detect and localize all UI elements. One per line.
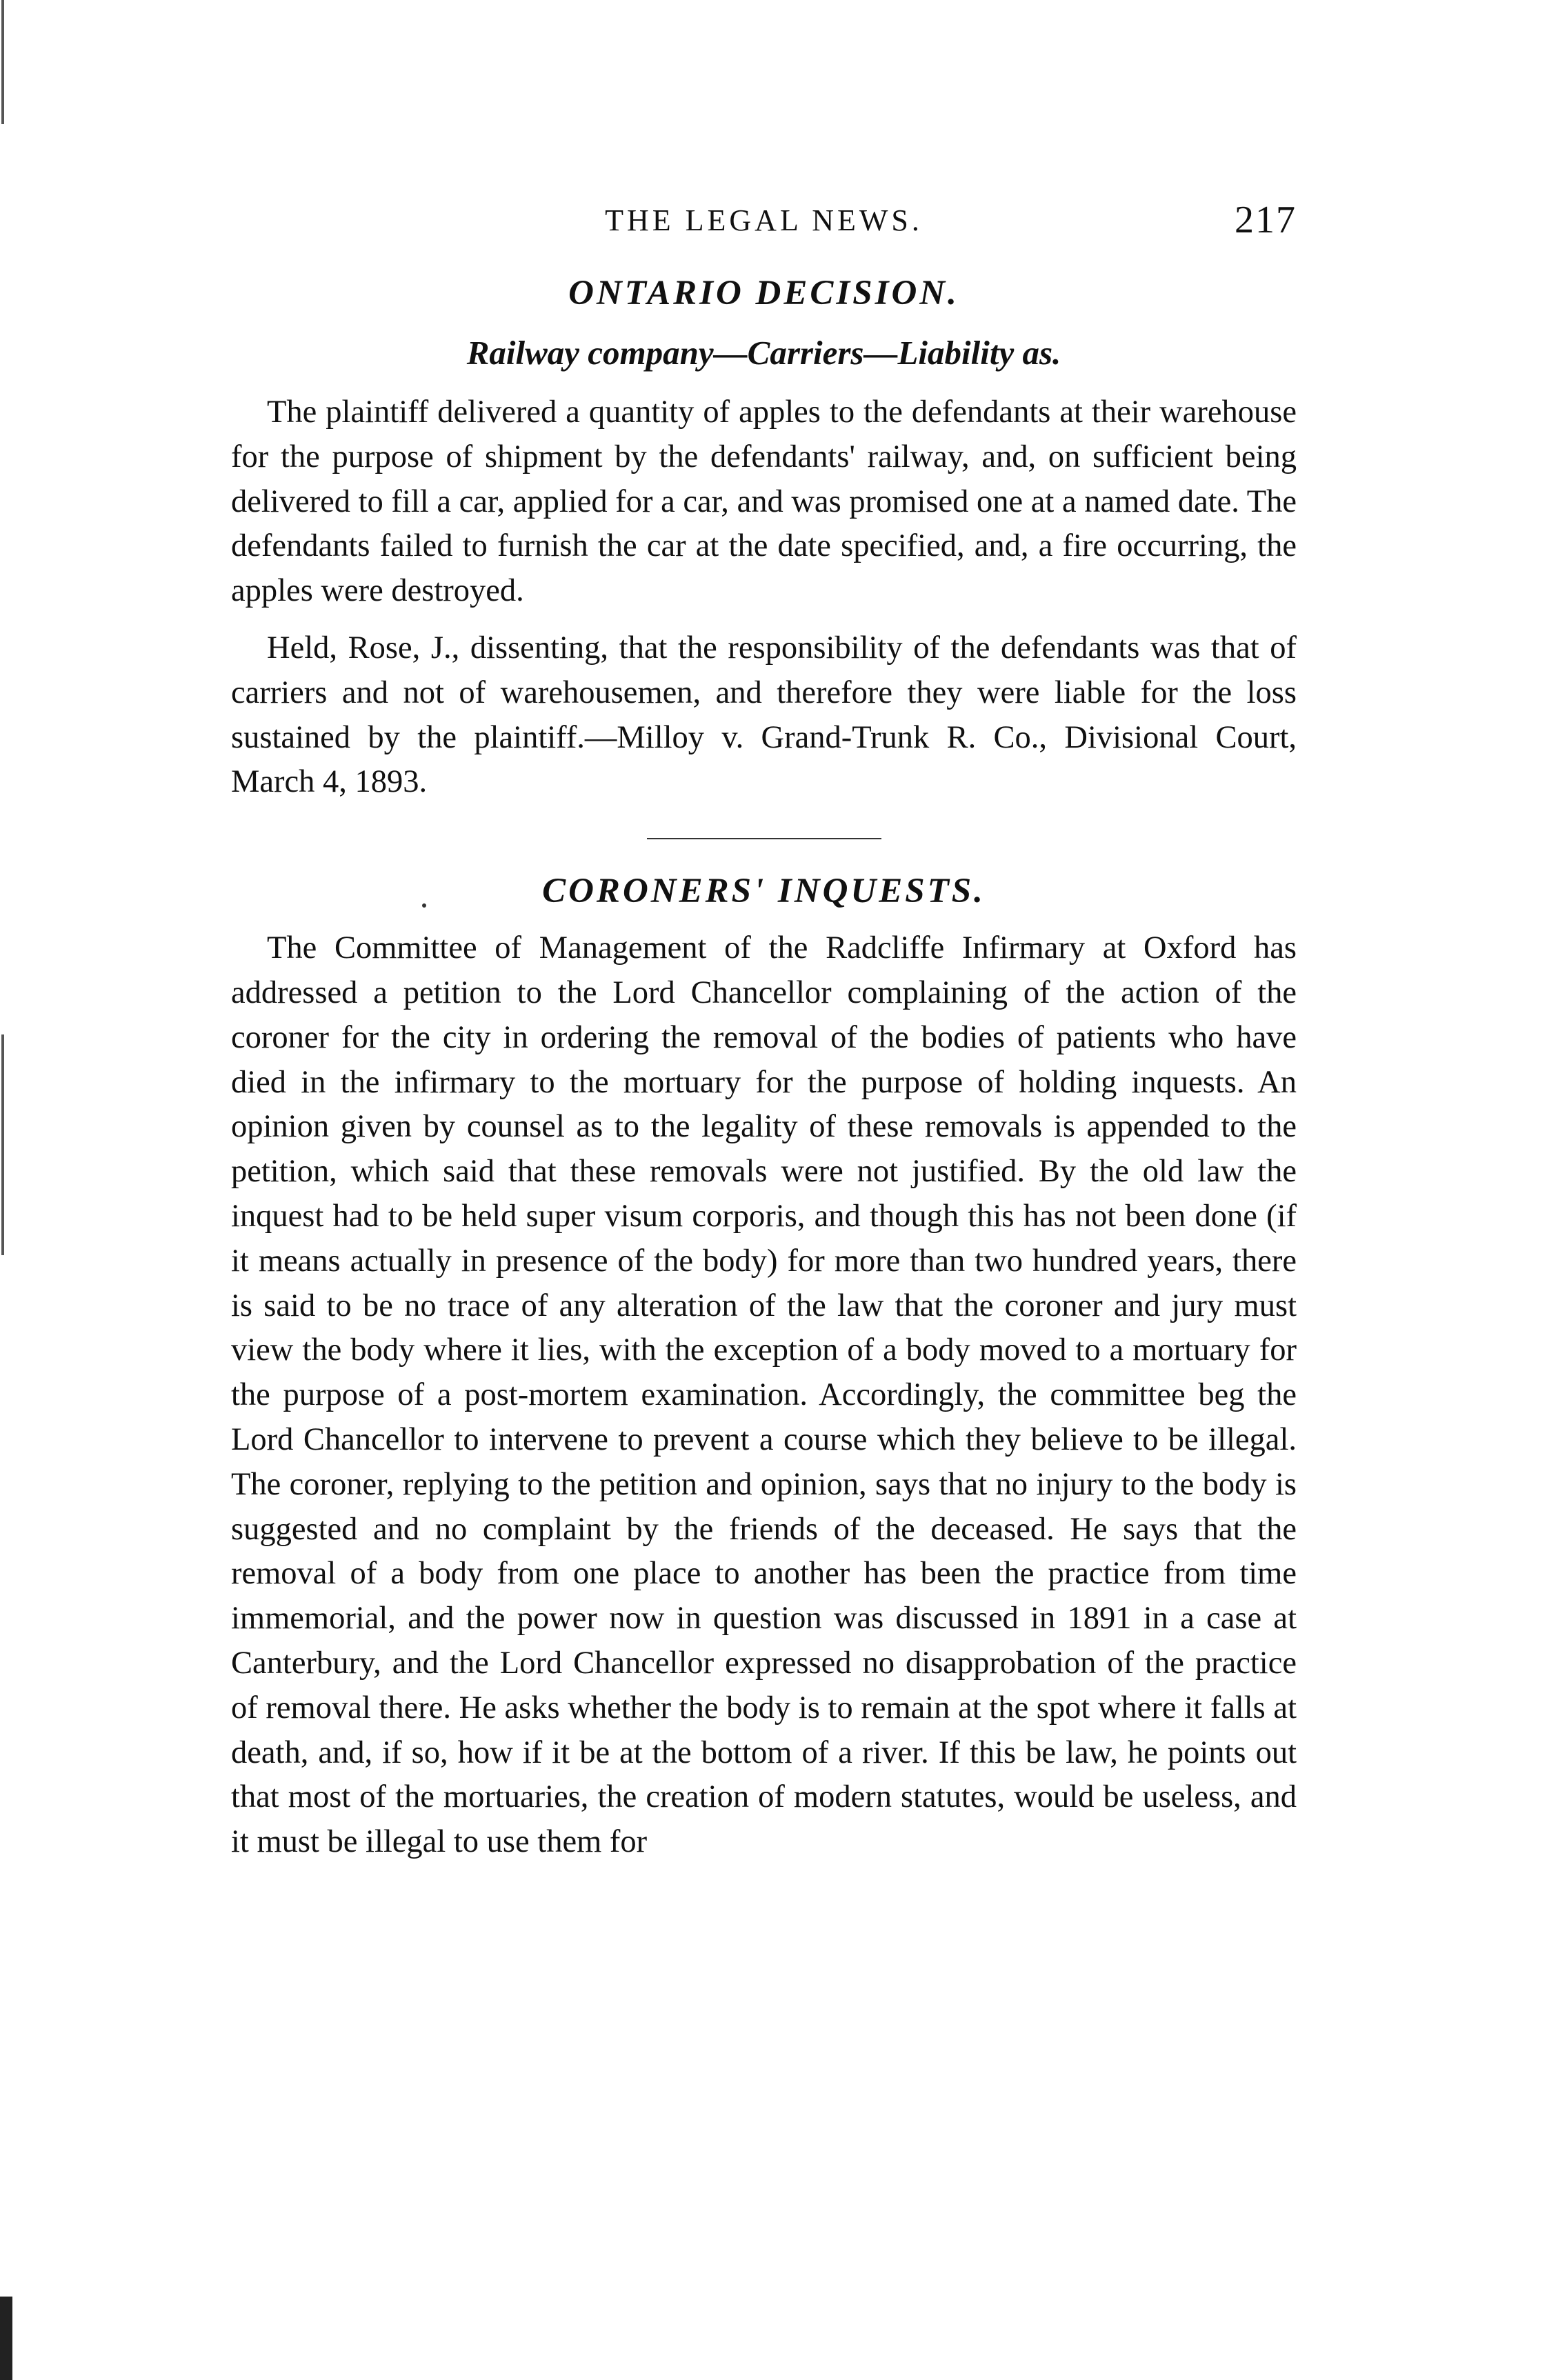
journal-title: THE LEGAL NEWS. — [605, 203, 923, 237]
paragraph: Held, Rose, J., dissenting, that the responsibility of the defendants was that of carriers and not of warehousemen, and therefore they were liable for the loss sustained by the plaintiff.—Milloy v. Grand-Trunk R. Co., Divisional Court, March 4, 1893. — [231, 630, 1297, 800]
page-number: 217 — [1235, 199, 1297, 241]
section-divider — [647, 838, 881, 839]
ontario-decision-section — [231, 262, 1297, 805]
paragraph: The Committee of Management of the Radcliffe Infirmary at Oxford has addressed a petition to the Lord Chancellor complaining of the action of the coroner for the city in ordering the removal of the bodies of patients who have died in the infirmary to the mortuary for the purpose of holding inquests. An opinion given by counsel as to the legality of these removals is appended to the petition, which said that these removals were not justified. By the old law the inquest had to be held super visum corporis, and though this has not been done (if it means actually in presence of the body) for more than two hundred years, there is said to be no trace of any alteration of the law that the coroner and jury must view the body where it lies, with the exception of a body moved to a mortuary for the purpose of a post-mortem examination. Accordingly, the committee beg the Lord Chancellor to intervene to prevent a course which they believe to be illegal. The coroner, replying to the petition and opinion, says that no injury to the body is suggested and no complaint by the friends of the deceased. He says that the removal of a body from one place to another has been the practice from time immemorial, and the power now in question was discussed in 1891 in a case at Canterbury, and the Lord Chancellor expressed no disapprobation of the practice of removal there. He asks whether the body is to remain at the spot where it falls at death, and, if so, how if it be at the bottom of a river. If this be law, he points out that most of the mortuaries, the creation of modern statutes, would be useless, and it must be illegal to use them for — [231, 930, 1297, 1860]
section-title-coroners-inquests: CORONERS' INQUESTS. — [542, 872, 986, 911]
text-column — [231, 262, 1297, 1865]
scan-edge-mark-bottom — [0, 2297, 12, 2380]
scan-edge-mark-top — [1, 0, 4, 124]
running-head — [231, 197, 1297, 245]
paragraph: The plaintiff delivered a quantity of apples to the defendants at their warehouse for the purpose of shipment by the defendants' railway, and, on sufficient being delivered to fill a car, applied for a car, and was promised one at a named date. The defendants failed to furnish the car at the date specified, and, a fire occurring, the apples were destroyed. — [231, 394, 1297, 609]
section-subtitle: Railway company—Carriers—Liability as. — [466, 334, 1061, 372]
scan-edge-mark-middle — [1, 1034, 4, 1255]
coroners-inquests-section — [231, 860, 1297, 1865]
section-title-ontario-decision: ONTARIO DECISION. — [568, 274, 959, 312]
